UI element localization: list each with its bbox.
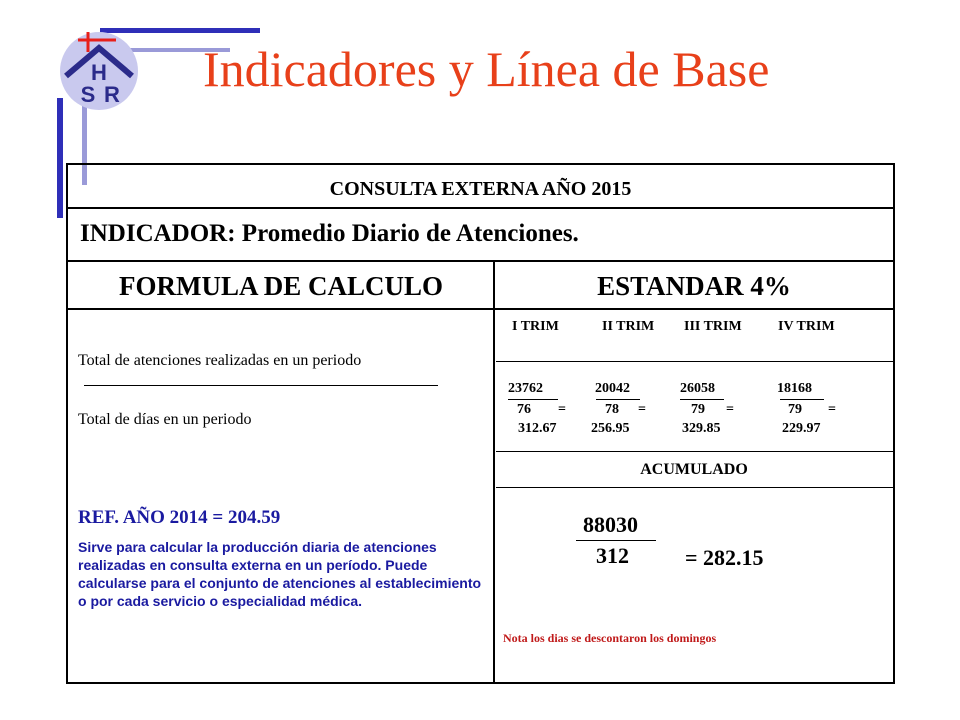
standard-header: ESTANDAR 4% [597, 271, 791, 301]
accum-header: ACUMULADO [640, 461, 748, 478]
quarter-result: 256.95 [591, 421, 630, 436]
formula-header: FORMULA DE CALCULO [118, 271, 443, 301]
row-divider [68, 260, 893, 262]
accum-denominator: 312 [596, 543, 629, 568]
quarter-label: III TRIM [684, 319, 742, 334]
quarter-result: 329.85 [682, 421, 721, 436]
note-text: Nota los dias se descontaron los domingos [503, 631, 717, 645]
table-caption: CONSULTA EXTERNA AÑO 2015 [329, 178, 632, 200]
logo-letter-r: R [104, 82, 120, 107]
quarter-result: 312.67 [518, 421, 557, 436]
logo-letter-h: H [91, 60, 107, 85]
quarter-den: 78 [605, 402, 619, 417]
fraction-line [84, 385, 438, 386]
quarter-label: IV TRIM [778, 319, 835, 334]
quarter-fraction-line [508, 399, 558, 400]
quarter-label: II TRIM [602, 319, 655, 334]
quarter-num: 18168 [777, 381, 812, 396]
quarter-equals: = [828, 402, 836, 417]
decor-bar-left [57, 98, 63, 218]
accum-result: = 282.15 [685, 545, 764, 570]
quarter-den: 79 [788, 402, 802, 417]
quarter-label: I TRIM [512, 319, 559, 334]
accum-numerator: 88030 [583, 512, 638, 537]
quarter-fraction-line [780, 399, 824, 400]
indicator-table [66, 163, 895, 684]
quarter-num: 26058 [680, 381, 715, 396]
quarter-num: 23762 [508, 381, 543, 396]
quarter-den: 76 [517, 402, 531, 417]
quarter-num: 20042 [595, 381, 630, 396]
numerator-text: Total de atenciones realizadas en un periodo [78, 352, 362, 369]
accum-fraction-line [576, 540, 656, 541]
row-divider [68, 308, 893, 310]
quarter-equals: = [638, 402, 646, 417]
hsr-logo [58, 30, 140, 112]
accum-divider [496, 451, 894, 452]
quarter-result: 229.97 [782, 421, 821, 436]
quarter-divider [496, 361, 894, 362]
row-divider [68, 207, 893, 209]
accum-divider [496, 487, 894, 488]
quarter-fraction-line [680, 399, 724, 400]
reference-value: REF. AÑO 2014 = 204.59 [78, 507, 281, 528]
quarter-equals: = [726, 402, 734, 417]
indicator-description: Sirve para calcular la producción diaria de atenciones realizadas en consulta externa en un período. Puede calcularse para el conjunto de atenciones al establecimiento o por cada servicio o especialidad médica. [78, 539, 482, 609]
logo-letter-s: S [80, 82, 96, 107]
denominator-text: Total de días en un periodo [78, 411, 252, 428]
page-title: Indicadores y Línea de Base [203, 41, 770, 97]
quarter-fraction-line [596, 399, 640, 400]
quarter-den: 79 [691, 402, 705, 417]
quarter-equals: = [558, 402, 566, 417]
indicator-title: INDICADOR: Promedio Diario de Atenciones. [80, 220, 579, 247]
